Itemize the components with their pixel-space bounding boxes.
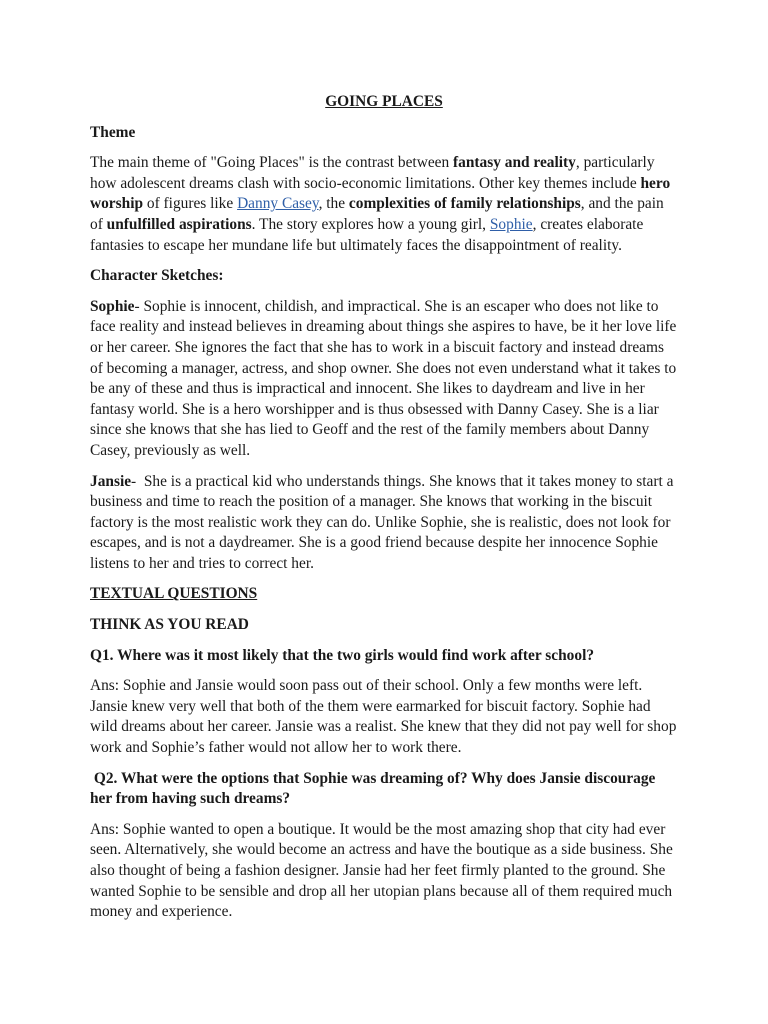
theme-bold-family-relationships: complexities of family relationships <box>348 195 581 213</box>
sophie-name: Sophie <box>90 297 135 315</box>
question-2: Q2. What were the options that Sophie was dreaming of? Why does Jansie discourage her from having such dreams? <box>90 769 660 808</box>
theme-text-6: . The story explores how a young girl, <box>251 215 490 233</box>
jansie-name: Jansie <box>90 472 132 490</box>
answer-1: Ans: Sophie and Jansie would soon pass out of their school. Only a few months were left. Jansie knew very well that both of the them were earmarked for biscuit factory. Sophie had wild dreams about her career. Jansie was a realist. She knew that they did not pay well for shop work and Sophie’s father would not allow her to work there. <box>90 677 677 757</box>
jansie-sketch <box>90 472 678 575</box>
answer-2: Ans: Sophie wanted to open a boutique. It would be the most amazing shop that city had ever seen. Alternatively, she would become an actress and have the boutique as a side business. She also thought of being a fashion designer. Jansie had her feet firmly planted to the ground. She wanted Sophie to be sensible and drop all her utopian plans because all of them required much money and experience. <box>90 820 673 921</box>
think-as-you-read-heading: THINK AS YOU READ <box>90 616 249 634</box>
theme-paragraph <box>90 153 678 256</box>
theme-bold-fantasy-reality: fantasy and reality <box>453 154 576 172</box>
theme-heading: Theme <box>90 123 136 141</box>
theme-text-1: The main theme of "Going Places" is the contrast between <box>90 154 454 172</box>
document-title: GOING PLACES <box>325 93 443 110</box>
theme-text-5: , and the pain of <box>90 195 664 233</box>
theme-text-7: , creates elaborate fantasies to escape her mundane life but ultimately faces the disappointment of reality. <box>90 215 644 254</box>
sophie-text: - Sophie is innocent, childish, and impractical. She is an escaper who does not like to face reality and instead believes in dreaming about things she aspires to have, be it her love life or her career. She ignores the fact that she has to work in a biscuit factory and instead dreams of becoming a manager, actress, and shop owner. She does not even understand what it takes to be any of these and thus is impractical and innocent. She likes to daydream and live in her fantasy world. She is a hero worshipper and is thus obsessed with Danny Casey. She is a liar since she knows that she has lied to Geoff and the rest of the family members about Danny Casey, previously as well. <box>90 297 677 459</box>
danny-casey-link[interactable]: Danny Casey <box>237 195 319 213</box>
theme-bold-hero-worship: hero worship <box>90 174 671 213</box>
theme-text-2: , particularly how adolescent dreams clash with socio-economic limitations. Other key themes include <box>90 154 655 192</box>
textual-questions-heading: TEXTUAL QUESTIONS <box>90 585 258 603</box>
jansie-text: - She is a practical kid who understands things. She knows that it takes money to start a business and time to reach the position of a manager. She knows that working in the biscuit factory is the most realistic work they can do. Unlike Sophie, she is realistic, does not look for escapes, and is not a daydreamer. She is a good friend because despite her innocence Sophie listens to her and tries to correct her. <box>90 472 678 572</box>
sophie-sketch <box>90 297 678 462</box>
question-1: Q1. Where was it most likely that the two girls would find work after school? <box>90 646 595 664</box>
theme-text-3: of figures like <box>143 195 238 213</box>
theme-bold-unfulfilled-aspirations: unfulfilled aspirations <box>106 215 252 233</box>
theme-text-4: , the <box>318 195 349 213</box>
character-sketches-heading: Character Sketches: <box>90 267 224 285</box>
sophie-link[interactable]: Sophie <box>489 215 533 233</box>
